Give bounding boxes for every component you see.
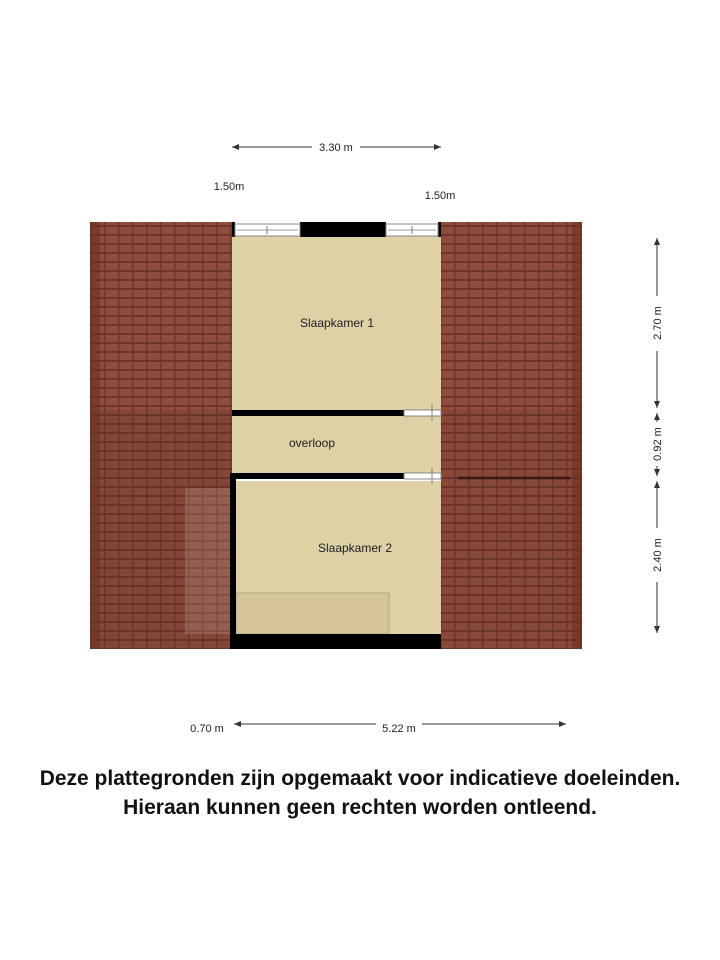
dim-right-upper: 2.70 m <box>652 306 664 340</box>
dormer-ghost <box>185 488 232 634</box>
window-right <box>386 224 438 236</box>
window-left <box>235 224 300 236</box>
dim-top-right: 1.50m <box>424 190 456 202</box>
wall-top-center <box>300 222 386 237</box>
wall-mid-upper <box>232 410 404 416</box>
room-overloop <box>232 416 441 473</box>
built-in-storage <box>236 593 389 634</box>
disclaimer-line-1: Deze plattegronden zijn opgemaakt voor indicatieve doeleinden. <box>39 767 681 790</box>
dim-bottom-left: 0.70 m <box>190 723 224 735</box>
dim-bottom-total: 5.22 m <box>382 723 416 735</box>
wall-mid-lower <box>232 473 404 479</box>
roof-right-shade <box>441 410 582 649</box>
label-overloop: overloop <box>288 436 336 450</box>
wall-bottom <box>232 634 441 649</box>
wall-bedroom2-left <box>230 473 236 649</box>
disclaimer-line-2: Hieraan kunnen geen rechten worden ontleend. <box>123 796 597 819</box>
label-slaapkamer-2: Slaapkamer 2 <box>317 541 393 555</box>
disclaimer <box>0 764 720 822</box>
dim-right-lower: 2.40 m <box>652 538 664 572</box>
dim-top-total: 3.30 m <box>319 142 353 154</box>
dim-right-middle: 0.92 m <box>652 427 664 461</box>
dim-top-left: 1.50m <box>213 181 245 193</box>
label-slaapkamer-1: Slaapkamer 1 <box>299 316 375 330</box>
